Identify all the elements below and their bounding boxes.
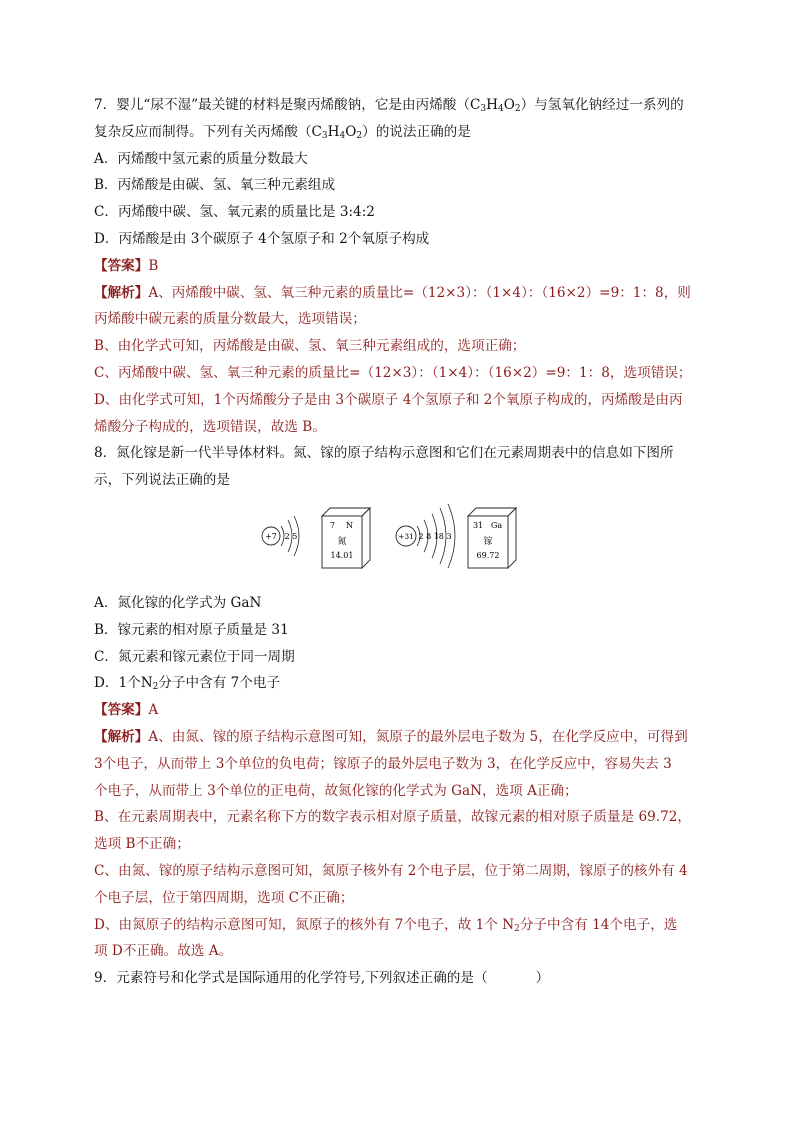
q8-analysis-line-7: 个电子层，位于第四周期，选项 C不正确；: [94, 889, 354, 906]
nitrogen-atomic-mass: 14.01: [330, 550, 354, 560]
q7-option-b: B．丙烯酸是由碳、氢、氧三种元素组成: [94, 177, 336, 194]
nitrogen-atomic-number: 7: [330, 520, 336, 530]
q8-option-a: A．氮化镓的化学式为 GaN: [94, 594, 262, 611]
q8-analysis-line-1: 【解析】A、由氮、镓的原子结构示意图可知，氮原子的最外层电子数为 5，在化学反应中，可得到: [94, 728, 688, 745]
q8-analysis-line-8: D、由氮原子的结构示意图可知，氮原子的核外有 7个电子，故 1个 $N_2$分子中含有 14个电子，选: [94, 916, 678, 934]
q7-analysis-line-2: 丙烯酸中碳元素的质量分数最大，选项错误；: [94, 311, 366, 328]
q7-analysis-line-5: D、由化学式可知，1个丙烯酸分子是由 3个碳原子 4个氢原子和 2个氧原子构成的，丙烯酸是由丙: [94, 391, 683, 408]
atom-diagram: [254, 500, 554, 582]
gallium-atom-diagram: [396, 504, 455, 568]
q8-option-b: B．镓元素的相对原子质量是 31: [94, 621, 289, 638]
q7-analysis-line-1: 【解析】A、丙烯酸中碳、氢、氧三种元素的质量比=（12×3）：（1×4）：（16×2）=9：1：8，则: [94, 284, 691, 301]
q8-option-d: D．1个$N_2$分子中含有 7个电子: [94, 675, 281, 693]
gallium-atomic-number: 31: [473, 520, 484, 530]
q7-option-d: D．丙烯酸是由 3个碳原子 4个氢原子和 2个氧原子构成: [94, 230, 430, 247]
q9-stem: 9．元素符号和化学式是国际通用的化学符号,下列叙述正确的是（ ）: [94, 970, 550, 987]
q8-option-c: C．氮元素和镓元素位于同一周期: [94, 648, 295, 665]
nitrogen-nucleus-label: +7: [265, 531, 277, 541]
q8-analysis-line-9: 项 D不正确。故选 A。: [94, 943, 233, 960]
q7-option-c: C．丙烯酸中碳、氢、氧元素的质量比是 3:4:2: [94, 204, 375, 221]
q7-stem-line-1: 7．婴儿“尿不湿”最关键的材料是聚丙烯酸钠，它是由丙烯酸$(C_3H_4O_2)$与氢氧化钠经过一系列的: [94, 97, 684, 114]
nitrogen-name: 氮: [337, 536, 347, 547]
q8-analysis-line-6: C、由氮、镓的原子结构示意图可知，氮原子核外有 2个电子层，位于第二周期，镓原子的核外有 4: [94, 862, 688, 879]
q8-analysis-line-2: 3个电子，从而带上 3个单位的负电荷；镓原子的最外层电子数为 3，在化学反应中，容易失去 3: [94, 755, 672, 772]
gallium-symbol: Ga: [491, 520, 503, 530]
q7-answer: 【答案】B: [94, 257, 159, 274]
q8-stem-line-2: 示，下列说法正确的是: [94, 472, 230, 489]
q8-analysis-line-3: 个电子，从而带上 3个单位的正电荷，故氮化镓的化学式为 GaN，选项 A正确；: [94, 782, 578, 799]
nitrogen-symbol: N: [346, 520, 353, 530]
gallium-shells-label: 2 8 18 3: [418, 531, 452, 541]
atom-structure-figure: [94, 494, 706, 590]
q7-analysis-line-4: C、丙烯酸中碳、氢、氧三种元素的质量比=（12×3）：（1×4）：（16×2）=9：1：8，选项错误；: [94, 364, 692, 381]
q7-option-a: A．丙烯酸中氢元素的质量分数最大: [94, 150, 308, 167]
nitrogen-element-cell: [322, 508, 370, 568]
q8-analysis-line-5: 选项 B不正确；: [94, 836, 190, 853]
document-page: [94, 92, 706, 992]
gallium-nucleus-label: +31: [398, 531, 414, 541]
gallium-atomic-mass: 69.72: [476, 550, 500, 560]
q7-analysis-line-6: 烯酸分子构成的，选项错误，故选 B。: [94, 418, 326, 435]
nitrogen-atom-diagram: [262, 516, 299, 556]
gallium-name: 镓: [483, 536, 493, 547]
q8-stem-line-1: 8．氮化镓是新一代半导体材料。氮、镓的原子结构示意图和它们在元素周期表中的信息如下图所: [94, 445, 674, 462]
q8-analysis-line-4: B、在元素周期表中，元素名称下方的数字表示相对原子质量，故镓元素的相对原子质量是 69.72，: [94, 809, 691, 826]
gallium-element-cell: [468, 508, 516, 568]
q7-analysis-line-3: B、由化学式可知，丙烯酸是由碳、氢、氧三种元素组成的，选项正确；: [94, 338, 526, 355]
nitrogen-shells-label: 2 5: [284, 531, 298, 541]
q7-stem-line-2: 复杂反应而制得。下列有关丙烯酸$(C_3H_4O_2)$的说法正确的是: [94, 123, 471, 141]
q8-answer: 【答案】A: [94, 702, 159, 719]
